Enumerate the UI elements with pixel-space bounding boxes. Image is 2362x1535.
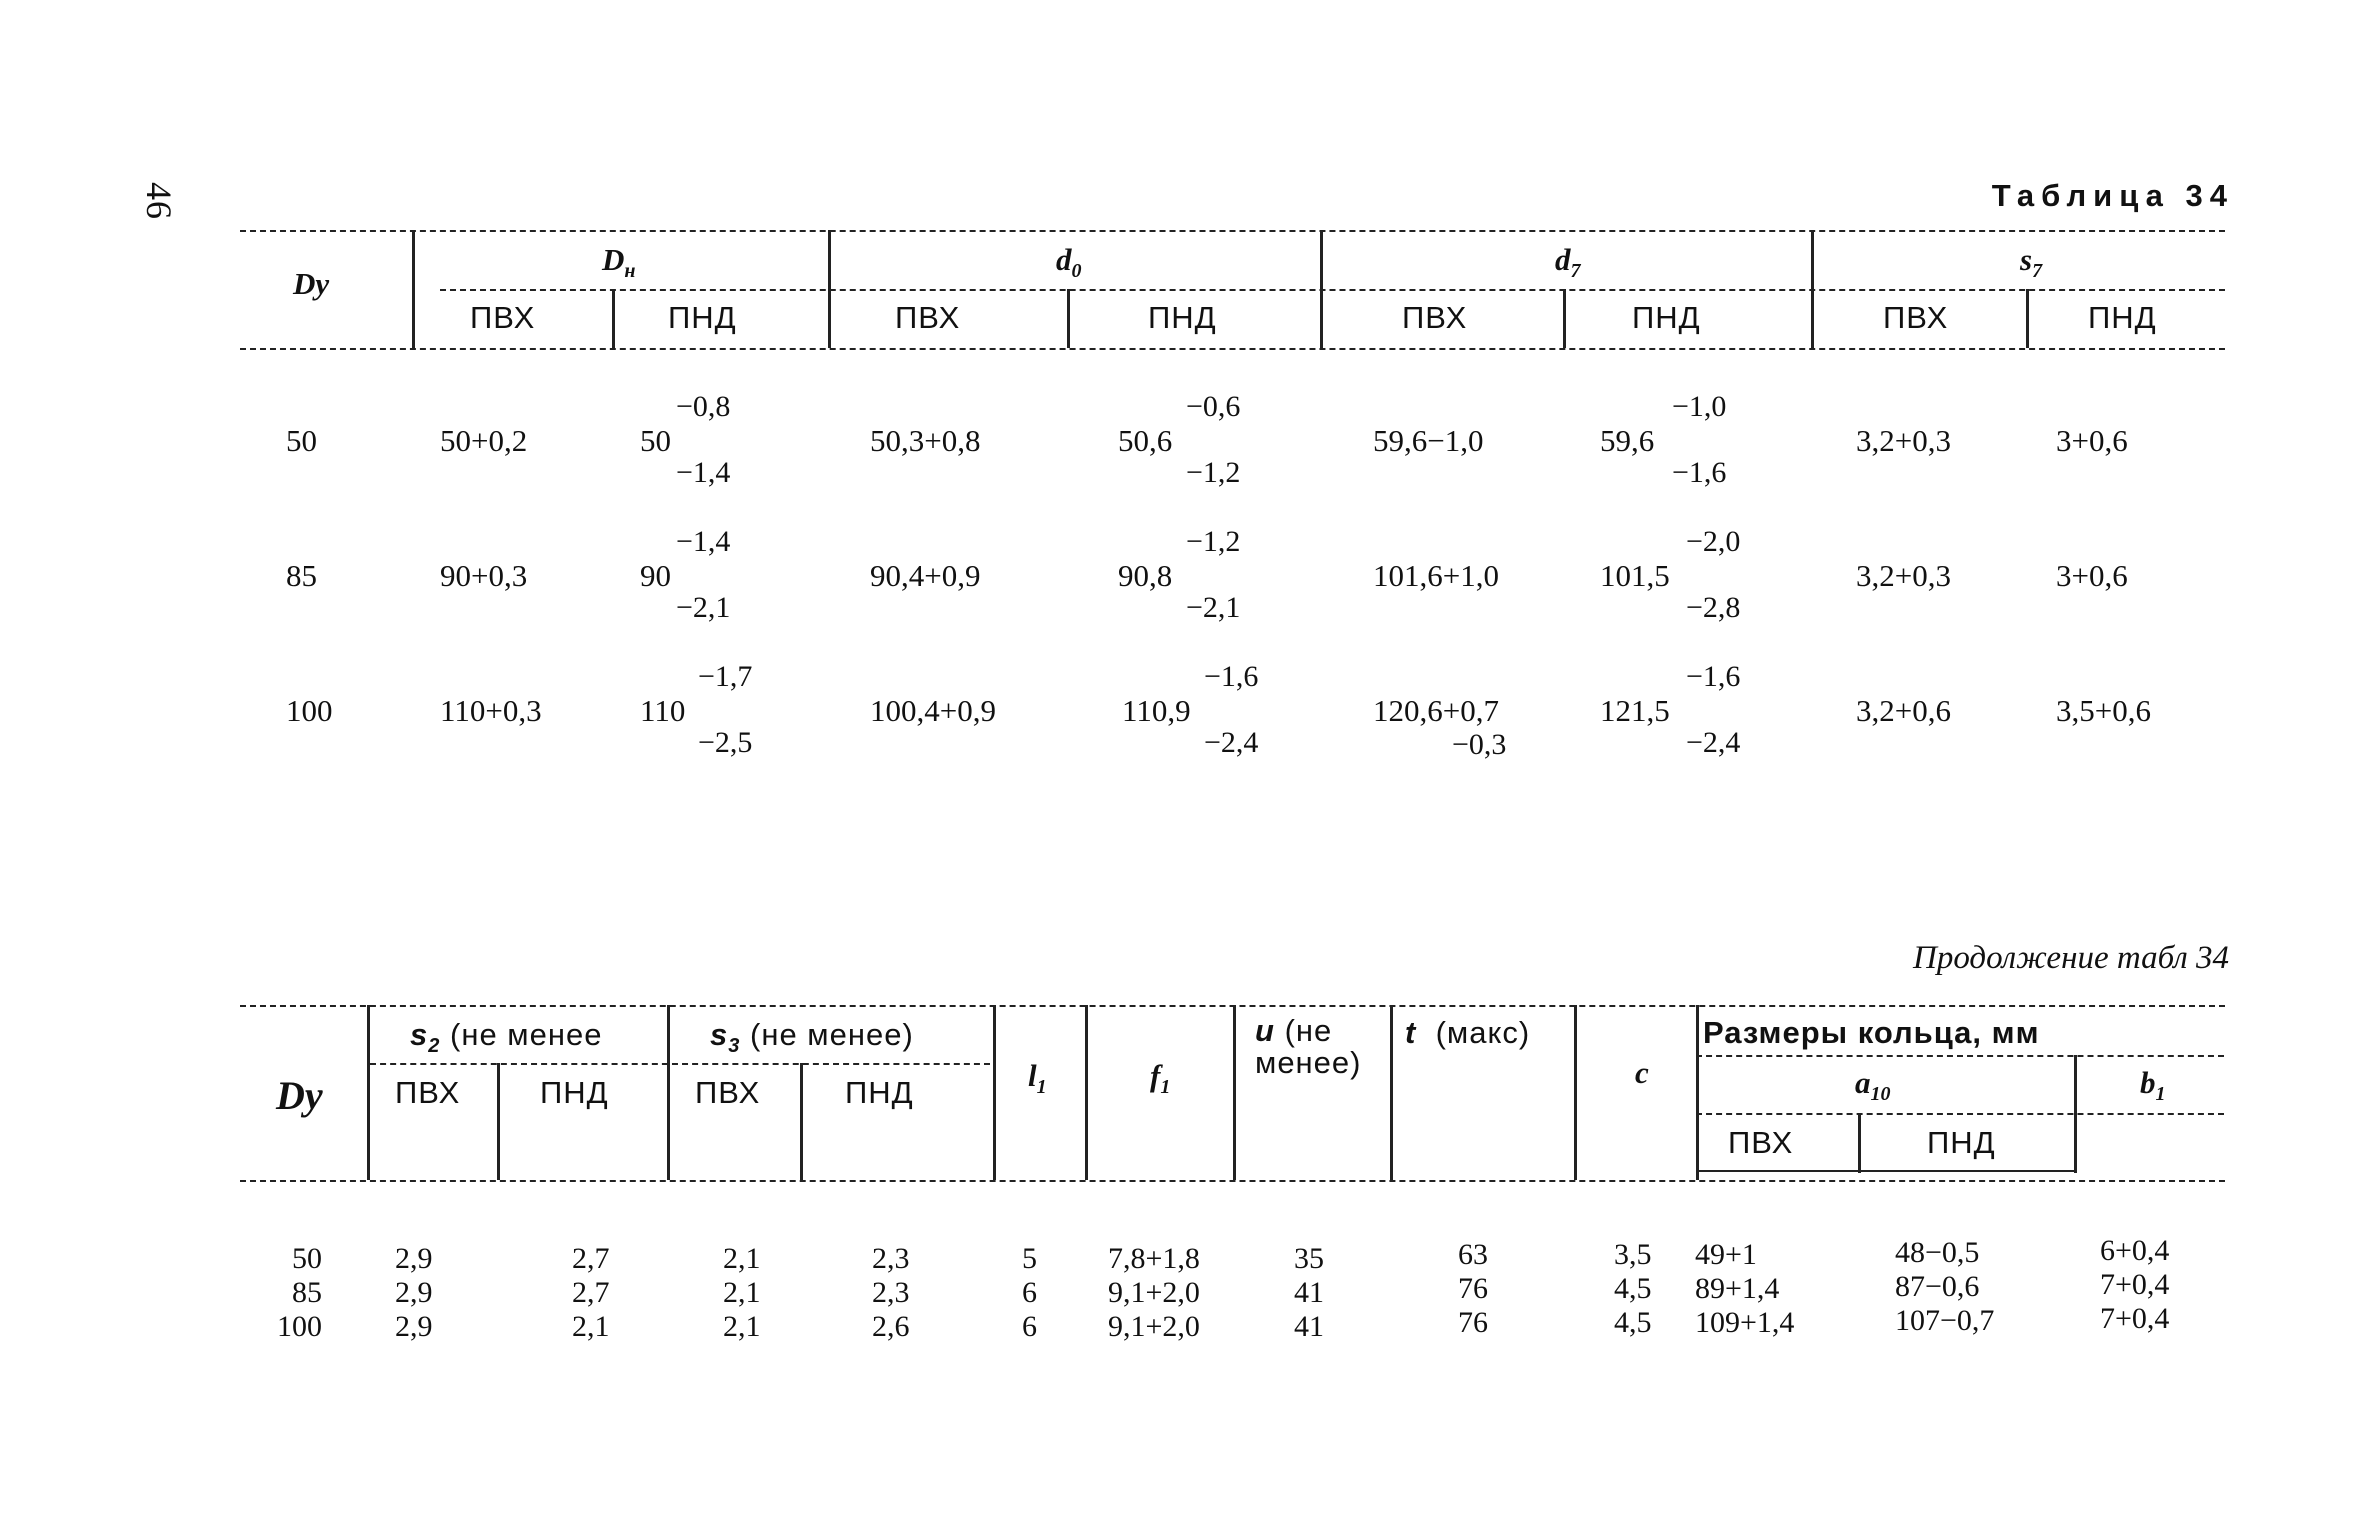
table-2-ring-rule <box>1696 1055 2224 1057</box>
t1-cell-dn-pvx: 50+0,2 <box>440 423 528 458</box>
t1-cell-s7-pvx: 3,2+0,3 <box>1856 423 1951 458</box>
t2-cell-b1: 7+0,4 <box>2100 1268 2170 1301</box>
t2-header-s3: $s_3$ (не менее) <box>710 1017 914 1058</box>
t2-header-a10: $a_{10}$ <box>1855 1065 1891 1106</box>
t1-cell-d7-pnd-upper: −1,6 <box>1686 660 1741 693</box>
table-2-subheader-rule <box>1696 1170 2076 1172</box>
t1-cell-s7-pvx: 3,2+0,3 <box>1856 558 1951 593</box>
t2-cell-l1: 6 <box>1022 1276 1037 1309</box>
t2-cell-t: 63 <box>1458 1238 1488 1271</box>
table-2-vrule <box>993 1005 996 1180</box>
t1-cell-d0-pnd-lower: −2,1 <box>1186 591 1241 624</box>
t2-cell-s2-pnd: 2,7 <box>572 1276 610 1309</box>
t1-cell-d0-pvx: 90,4+0,9 <box>870 558 981 593</box>
t1-cell-dn-pnd-base: 90 <box>640 558 671 593</box>
t1-cell-d0-pvx: 100,4+0,9 <box>870 693 996 728</box>
table-2-vrule <box>1233 1005 1236 1180</box>
t2-cell-t: 76 <box>1458 1272 1488 1305</box>
t1-header-dy: Dу <box>293 266 330 301</box>
t2-cell-f1: 7,8+1,8 <box>1108 1242 1200 1275</box>
t1-cell-dy: 50 <box>286 423 317 458</box>
t1-cell-d0-pvx: 50,3+0,8 <box>870 423 981 458</box>
t2-sub-pvx: ПВХ <box>395 1075 461 1110</box>
t2-header-s2: $s_2$ (не менее <box>410 1017 603 1058</box>
t2-header-f1: $f_1$ <box>1150 1058 1171 1099</box>
t1-cell-d0-pnd-base: 90,8 <box>1118 558 1173 593</box>
t1-header-d0: $d_0$ <box>1056 242 1082 283</box>
t2-cell-s3-pvx: 2,1 <box>723 1276 761 1309</box>
t2-cell-s2-pvx: 2,9 <box>395 1276 433 1309</box>
t2-cell-f1: 9,1+2,0 <box>1108 1276 1200 1309</box>
t2-cell-u: 41 <box>1294 1276 1324 1309</box>
t1-cell-d7-pnd-base: 101,5 <box>1600 558 1670 593</box>
t2-header-ring: Размеры кольца, мм <box>1703 1015 2040 1050</box>
table-1-vrule <box>1067 289 1070 348</box>
t1-cell-dy: 85 <box>286 558 317 593</box>
table-2-vrule <box>1574 1005 1577 1180</box>
t1-cell-dn-pnd-upper: −0,8 <box>676 390 731 423</box>
table-2-vrule <box>667 1005 670 1180</box>
t2-header-l1: $l_1$ <box>1028 1058 1047 1099</box>
t2-cell-dy: 50 <box>292 1242 322 1275</box>
table-2-vrule <box>2074 1055 2077 1173</box>
table-2-vrule <box>800 1063 803 1180</box>
t1-cell-d0-pnd-lower: −2,4 <box>1204 726 1259 759</box>
t1-header-dn: $D_н$ <box>602 242 636 283</box>
t1-sub-pnd: ПНД <box>1632 300 1701 335</box>
table-1-title: Таблица 34 <box>1991 178 2234 213</box>
table-2-vrule <box>497 1063 500 1180</box>
t1-sub-pvx: ПВХ <box>1402 300 1468 335</box>
t2-cell-s2-pnd: 2,1 <box>572 1310 610 1343</box>
table-1-header-bottom-rule <box>240 348 2225 350</box>
t2-cell-a10-pnd: 107−0,7 <box>1895 1304 1995 1337</box>
table-1-group-rule <box>440 289 2225 291</box>
table-2-vrule <box>1085 1005 1088 1180</box>
t2-cell-u: 35 <box>1294 1242 1324 1275</box>
t1-cell-dn-pnd-lower: −1,4 <box>676 456 731 489</box>
t2-header-c: c <box>1635 1055 1649 1090</box>
table-1-vrule <box>1563 289 1566 348</box>
t2-header-b1: $b_1$ <box>2140 1065 2166 1106</box>
t1-cell-s7-pnd: 3+0,6 <box>2056 558 2128 593</box>
t1-sub-pvx: ПВХ <box>470 300 536 335</box>
t1-cell-d0-pnd-upper: −1,6 <box>1204 660 1259 693</box>
t2-header-t: t (макс) <box>1405 1015 1531 1050</box>
table-1-vrule <box>2026 289 2029 348</box>
t1-cell-d0-pnd-base: 50,6 <box>1118 423 1173 458</box>
t2-cell-a10-pnd: 48−0,5 <box>1895 1236 1980 1269</box>
t1-cell-dn-pvx: 90+0,3 <box>440 558 528 593</box>
t1-cell-dn-pnd-lower: −2,1 <box>676 591 731 624</box>
t2-header-dy: Dу <box>276 1073 323 1118</box>
t2-cell-dy: 85 <box>292 1276 322 1309</box>
t1-cell-dn-pvx: 110+0,3 <box>440 693 542 728</box>
t1-cell-d7-pnd-lower: −1,6 <box>1672 456 1727 489</box>
table-1-vrule <box>1320 230 1323 348</box>
table-1-vrule <box>1811 230 1814 348</box>
t1-cell-d7-pnd-upper: −1,0 <box>1672 390 1727 423</box>
t1-sub-pnd: ПНД <box>1148 300 1217 335</box>
t1-cell-d7-pnd-base: 121,5 <box>1600 693 1670 728</box>
t2-cell-c: 4,5 <box>1614 1306 1652 1339</box>
t1-cell-s7-pvx: 3,2+0,6 <box>1856 693 1951 728</box>
t1-cell-dy: 100 <box>286 693 333 728</box>
t1-cell-d7-pnd-lower: −2,8 <box>1686 591 1741 624</box>
t2-sub-pnd: ПНД <box>845 1075 914 1110</box>
table-1-top-rule <box>240 230 2225 232</box>
t1-cell-s7-pnd: 3,5+0,6 <box>2056 693 2151 728</box>
table-1-vrule <box>828 230 831 348</box>
t1-cell-d7-pnd-base: 59,6 <box>1600 423 1655 458</box>
t1-cell-dn-pnd-base: 110 <box>640 693 686 728</box>
t2-cell-s3-pvx: 2,1 <box>723 1310 761 1343</box>
t2-cell-s2-pvx: 2,9 <box>395 1310 433 1343</box>
t2-cell-l1: 6 <box>1022 1310 1037 1343</box>
t1-cell-d7-pvx-lower: −0,3 <box>1452 728 1507 761</box>
t2-cell-u: 41 <box>1294 1310 1324 1343</box>
t2-sub-pnd: ПНД <box>1927 1125 1996 1160</box>
t1-sub-pnd: ПНД <box>668 300 737 335</box>
t1-cell-d0-pnd-upper: −1,2 <box>1186 525 1241 558</box>
t2-cell-c: 3,5 <box>1614 1238 1652 1271</box>
t1-header-d7: $d_7$ <box>1555 242 1581 283</box>
t1-cell-d0-pnd-base: 110,9 <box>1122 693 1191 728</box>
t1-cell-d0-pnd-upper: −0,6 <box>1186 390 1241 423</box>
t2-cell-a10-pvx: 89+1,4 <box>1695 1272 1780 1305</box>
table-2-a10-rule <box>1696 1113 2224 1115</box>
t1-cell-dn-pnd-base: 50 <box>640 423 671 458</box>
table-2-title: Продолжение табл 34 <box>1913 940 2229 976</box>
t2-sub-pvx: ПВХ <box>1728 1125 1794 1160</box>
t1-cell-dn-pnd-lower: −2,5 <box>698 726 753 759</box>
t1-cell-d7-pvx: 59,6−1,0 <box>1373 423 1484 458</box>
t2-cell-a10-pvx: 49+1 <box>1695 1238 1757 1271</box>
t2-cell-s2-pnd: 2,7 <box>572 1242 610 1275</box>
t2-sub-pvx: ПВХ <box>695 1075 761 1110</box>
t2-cell-t: 76 <box>1458 1306 1488 1339</box>
t1-cell-d0-pnd-lower: −1,2 <box>1186 456 1241 489</box>
t2-cell-a10-pvx: 109+1,4 <box>1695 1306 1795 1339</box>
t2-cell-l1: 5 <box>1022 1242 1037 1275</box>
t2-sub-pnd: ПНД <box>540 1075 609 1110</box>
t2-cell-s3-pnd: 2,6 <box>872 1310 910 1343</box>
t1-cell-dn-pnd-upper: −1,4 <box>676 525 731 558</box>
t2-cell-c: 4,5 <box>1614 1272 1652 1305</box>
t2-cell-s3-pnd: 2,3 <box>872 1242 910 1275</box>
page-number: 46 <box>139 182 179 220</box>
t1-cell-s7-pnd: 3+0,6 <box>2056 423 2128 458</box>
table-1-vrule <box>412 230 415 348</box>
t1-sub-pvx: ПВХ <box>1883 300 1949 335</box>
t2-cell-s3-pnd: 2,3 <box>872 1276 910 1309</box>
table-2-vrule <box>1696 1005 1699 1180</box>
t1-cell-d7-pvx: 120,6+0,7 <box>1373 693 1499 728</box>
t1-sub-pnd: ПНД <box>2088 300 2157 335</box>
t2-cell-s2-pvx: 2,9 <box>395 1242 433 1275</box>
t1-sub-pvx: ПВХ <box>895 300 961 335</box>
table-2-vrule <box>1858 1113 1861 1173</box>
t1-cell-d7-pnd-upper: −2,0 <box>1686 525 1741 558</box>
t2-header-u: u (не менее) <box>1255 1013 1362 1080</box>
t2-cell-f1: 9,1+2,0 <box>1108 1310 1200 1343</box>
t2-cell-b1: 7+0,4 <box>2100 1302 2170 1335</box>
t2-cell-b1: 6+0,4 <box>2100 1234 2170 1267</box>
t1-cell-d7-pvx: 101,6+1,0 <box>1373 558 1499 593</box>
table-1-vrule <box>612 289 615 348</box>
t1-cell-d7-pnd-lower: −2,4 <box>1686 726 1741 759</box>
table-2-group-rule <box>370 1063 990 1065</box>
t1-cell-dn-pnd-upper: −1,7 <box>698 660 753 693</box>
table-2-vrule <box>1390 1005 1393 1180</box>
table-2-vrule <box>367 1005 370 1180</box>
t2-cell-dy: 100 <box>277 1310 322 1343</box>
t1-header-s7: $s_7$ <box>2020 242 2043 283</box>
t2-cell-a10-pnd: 87−0,6 <box>1895 1270 1980 1303</box>
table-2-header-bottom-rule <box>240 1180 2225 1182</box>
t2-cell-s3-pvx: 2,1 <box>723 1242 761 1275</box>
